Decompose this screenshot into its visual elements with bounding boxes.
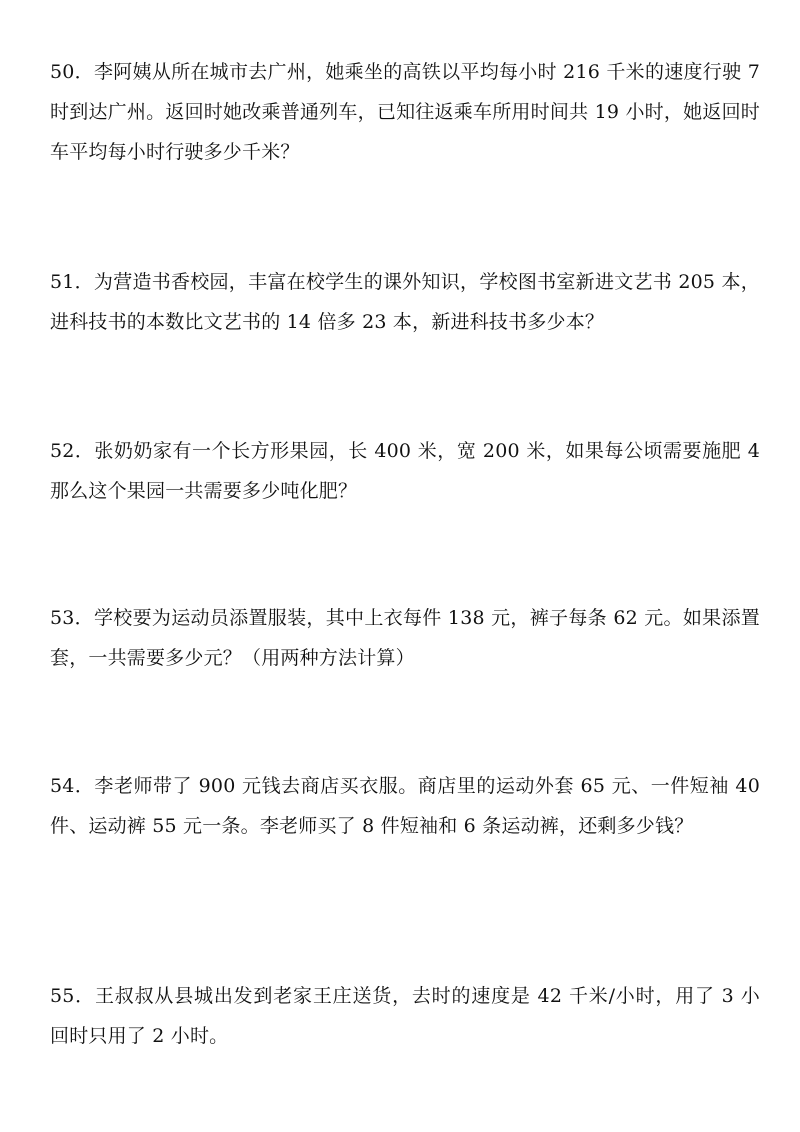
problem-53 [50, 598, 760, 678]
problem-line: 那么这个果园一共需要多少吨化肥？ [50, 480, 358, 502]
problem-line: 55．王叔叔从县城出发到老家王庄送货，去时的速度是 42 千米/小时，用了 3 小 [50, 985, 760, 1007]
problem-52 [50, 431, 760, 511]
problem-line: 52．张奶奶家有一个长方形果园，长 400 米，宽 200 米，如果每公顷需要施肥 4 [50, 440, 760, 462]
problem-54 [50, 766, 760, 846]
problem-line: 54．李老师带了 900 元钱去商店买衣服。商店里的运动外套 65 元、一件短袖 40 [50, 775, 760, 797]
problem-line: 回时只用了 2 小时。 [50, 1025, 229, 1047]
problem-line: 51．为营造书香校园，丰富在校学生的课外知识，学校图书室新进文艺书 205 本， [50, 271, 760, 293]
problem-51 [50, 262, 760, 342]
problem-50 [50, 52, 760, 172]
problem-line: 时到达广州。返回时她改乘普通列车，已知往返乘车所用时间共 19 小时，她返回时 [50, 101, 760, 123]
problem-line: 53．学校要为运动员添置服装，其中上衣每件 138 元，裤子每条 62 元。如果添置 [50, 607, 760, 629]
problem-line: 车平均每小时行驶多少千米？ [50, 141, 300, 163]
problem-line: 进科技书的本数比文艺书的 14 倍多 23 本，新进科技书多少本？ [50, 311, 605, 333]
problem-line: 50．李阿姨从所在城市去广州，她乘坐的高铁以平均每小时 216 千米的速度行驶 7 [50, 61, 760, 83]
problem-55 [50, 976, 760, 1056]
problem-line: 件、运动裤 55 元一条。李老师买了 8 件短袖和 6 条运动裤，还剩多少钱？ [50, 815, 694, 837]
problem-line: 套，一共需要多少元？（用两种方法计算） [50, 647, 415, 669]
